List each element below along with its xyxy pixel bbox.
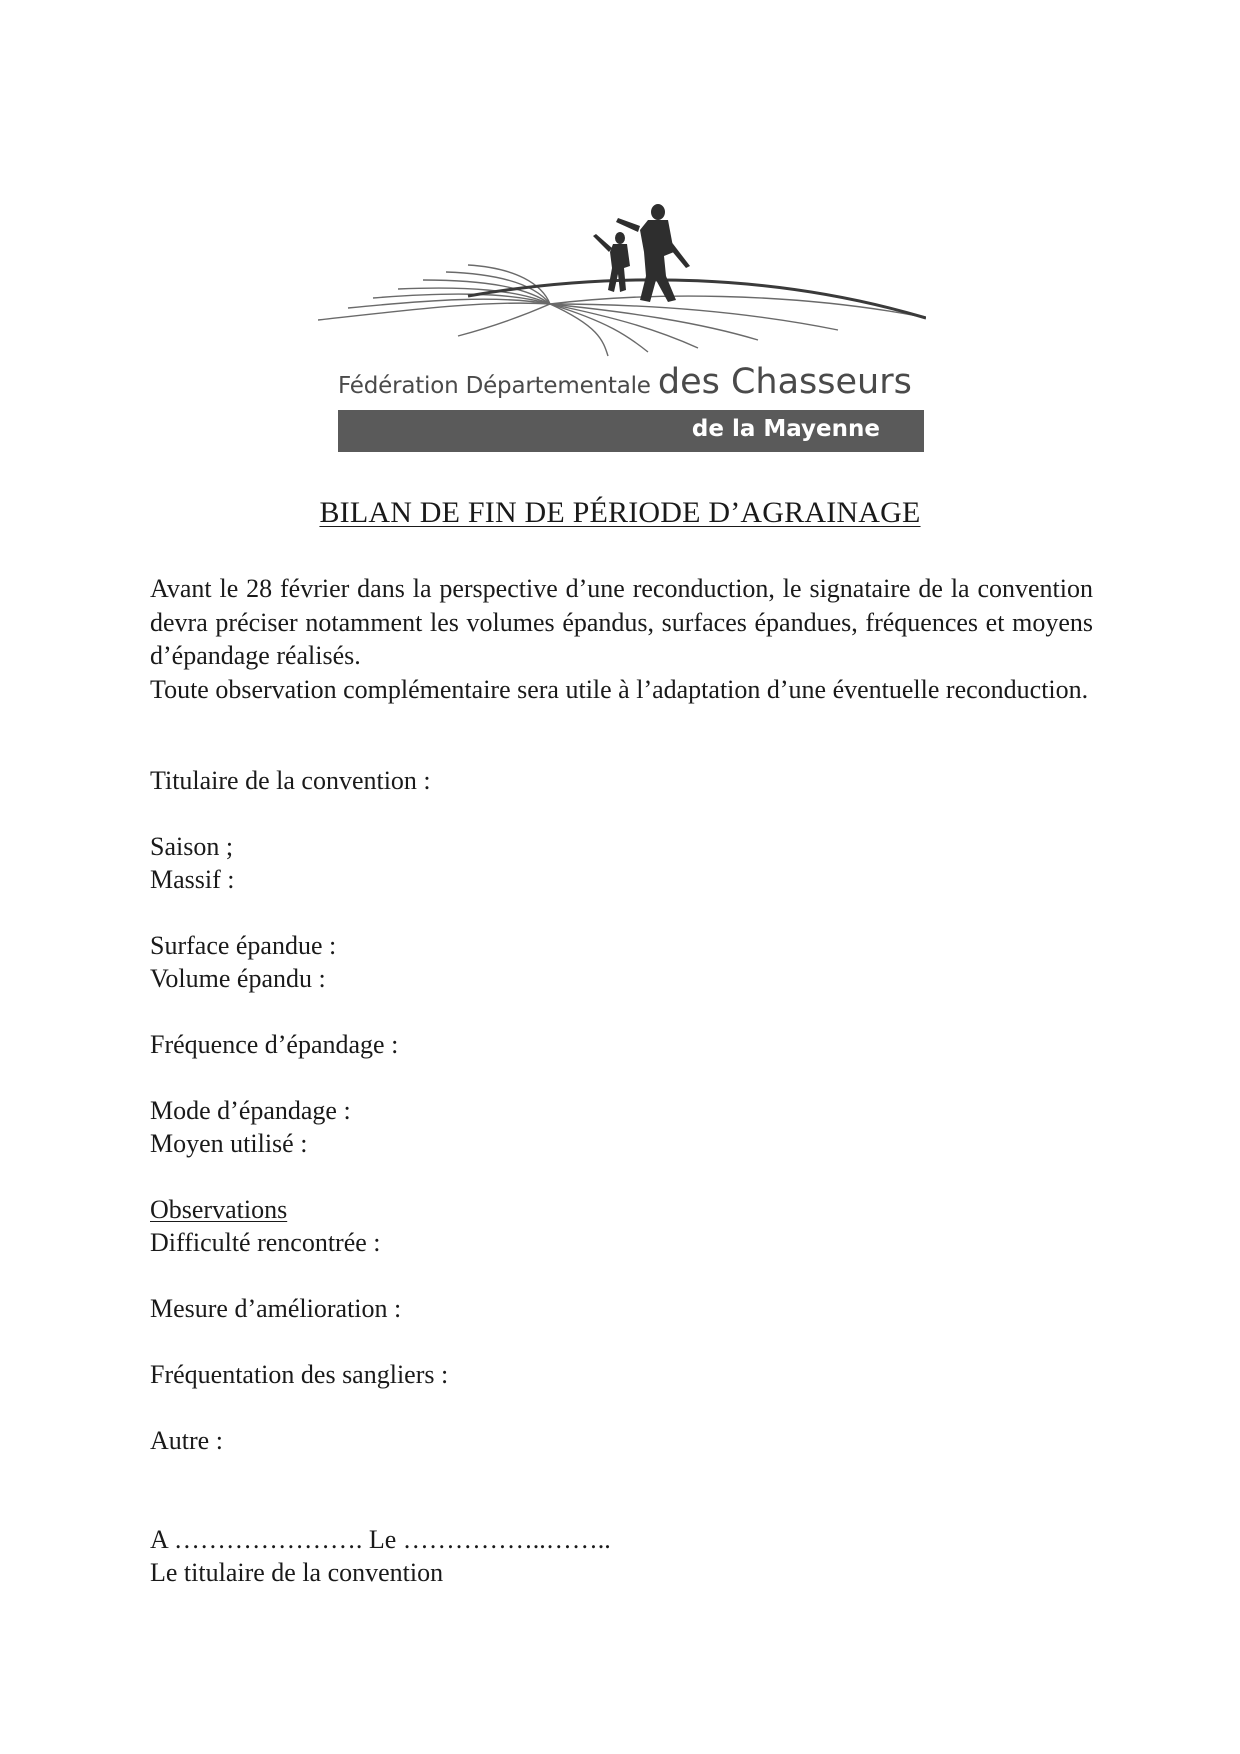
signature-place-date: A …………………. Le ……………..…….. [150,1525,611,1554]
federation-region: de la Mayenne [691,416,880,442]
field-difficulte: Difficulté rencontrée : [150,1228,381,1257]
field-mesure: Mesure d’amélioration : [150,1294,402,1323]
field-surface: Surface épandue : [150,931,337,960]
hunters-landscape-logo-icon [318,200,926,370]
signature-signatory: Le titulaire de la convention [150,1558,444,1587]
intro-paragraph-1: Avant le 28 février dans la perspective d’une reconduction, le signataire de la convention devra préciser notamment les volumes épandus, surfaces épandues, fréquences et moyens d’épandage réalisés. [150,574,1093,670]
observations-heading: Observations [150,1195,288,1224]
field-frequence: Fréquence d’épandage : [150,1030,399,1059]
field-titulaire: Titulaire de la convention : [150,766,431,795]
federation-name [338,362,912,402]
intro-paragraph-2: Toute observation complémentaire sera utile à l’adaptation d’une éventuelle reconduction. [150,674,1089,704]
field-saison: Saison ; [150,832,234,861]
field-mode: Mode d’épandage : [150,1096,351,1125]
federation-logo [318,200,926,460]
field-frequentation: Fréquentation des sangliers : [150,1360,449,1389]
field-autre: Autre : [150,1426,223,1455]
field-moyen: Moyen utilisé : [150,1129,308,1158]
intro-text [150,572,1093,706]
field-volume: Volume épandu : [150,964,326,993]
federation-region-band [338,410,924,452]
federation-name-emphasis: des Chasseurs [657,362,912,402]
field-massif: Massif : [150,865,235,894]
page-title: BILAN DE FIN DE PÉRIODE D’AGRAINAGE [319,496,921,529]
federation-name-prefix: Fédération Départementale [338,373,651,399]
